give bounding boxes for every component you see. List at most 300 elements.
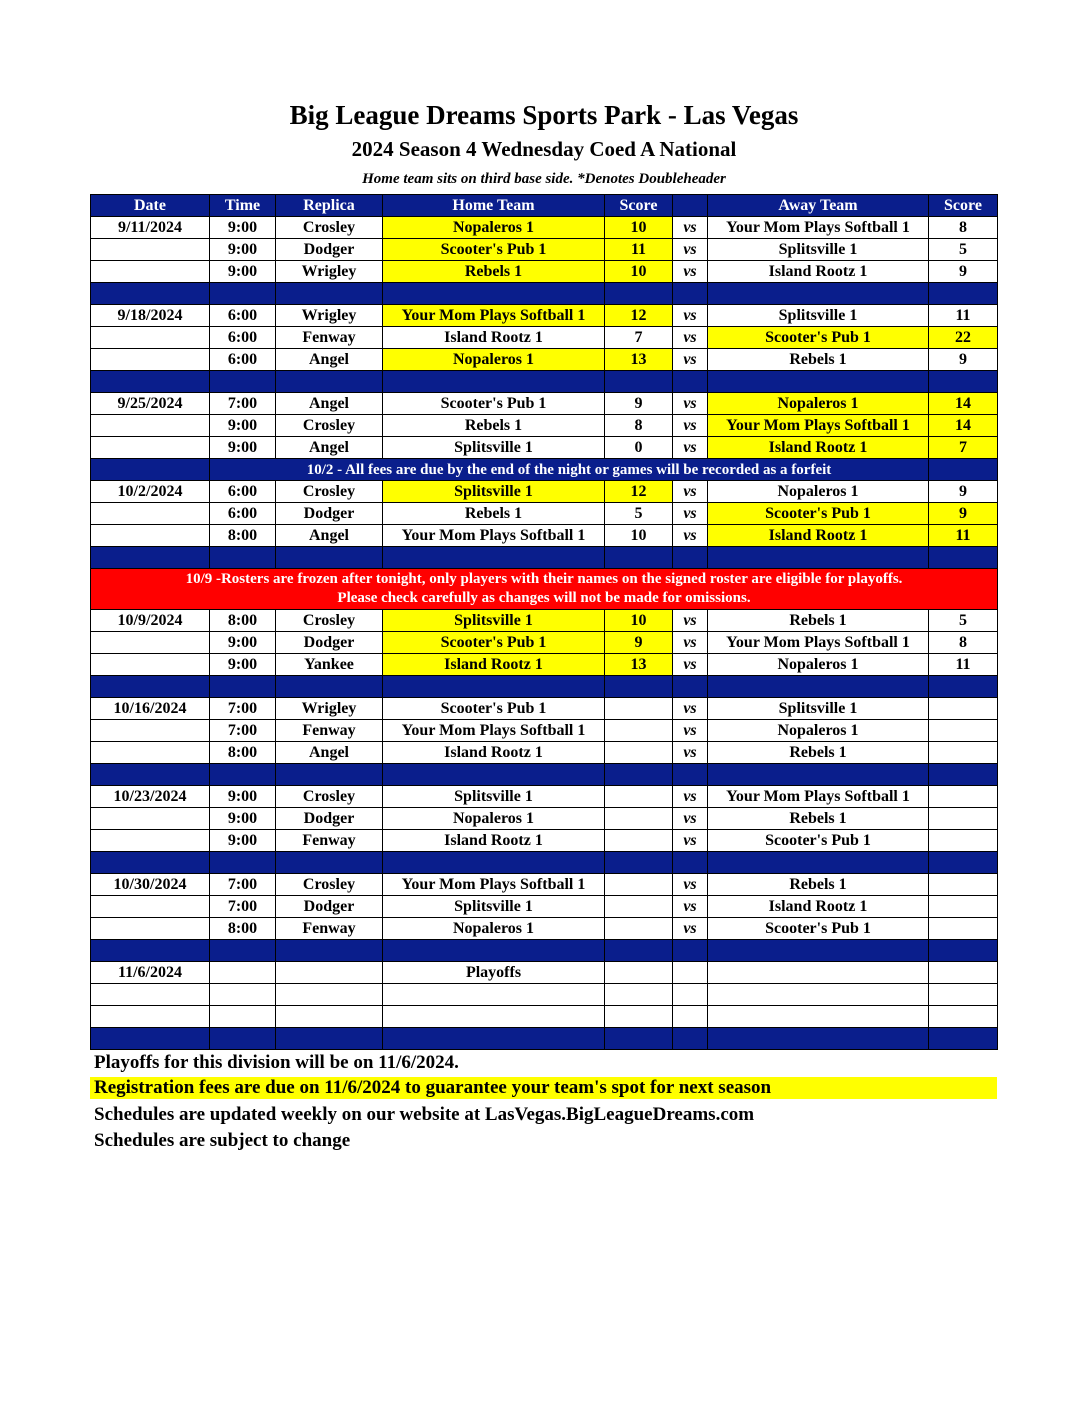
game-field-replica: Wrigley — [276, 698, 383, 720]
separator-cell — [91, 764, 210, 786]
versus-label: vs — [673, 525, 708, 547]
game-date — [91, 830, 210, 852]
home-score — [605, 720, 673, 742]
away-score: 7 — [929, 437, 998, 459]
home-score: 13 — [605, 654, 673, 676]
page-title: Big League Dreams Sports Park - Las Vegas — [289, 100, 799, 130]
home-team: Rebels 1 — [383, 503, 605, 525]
versus-label: vs — [673, 503, 708, 525]
home-score — [605, 808, 673, 830]
game-row — [91, 261, 998, 283]
away-team: Scooter's Pub 1 — [708, 503, 929, 525]
separator-cell — [929, 371, 998, 393]
game-field-replica: Crosley — [276, 874, 383, 896]
footer-website: Schedules are updated weekly on our website at LasVegas.BigLeagueDreams.com — [94, 1104, 755, 1125]
game-row — [91, 1006, 998, 1028]
away-team: Island Rootz 1 — [708, 525, 929, 547]
versus-label: vs — [673, 874, 708, 896]
game-row — [91, 525, 998, 547]
home-team: Nopaleros 1 — [383, 918, 605, 940]
game-time: 8:00 — [210, 525, 276, 547]
separator-cell — [91, 676, 210, 698]
game-date — [91, 808, 210, 830]
home-team: Splitsville 1 — [383, 481, 605, 503]
home-score — [605, 786, 673, 808]
game-field-replica: Fenway — [276, 918, 383, 940]
separator-row — [91, 371, 998, 393]
game-field-replica: Dodger — [276, 503, 383, 525]
col-header-replica: Replica — [276, 195, 383, 217]
game-time: 9:00 — [210, 808, 276, 830]
game-row — [91, 437, 998, 459]
game-row — [91, 415, 998, 437]
game-time: 6:00 — [210, 305, 276, 327]
separator-cell — [210, 676, 276, 698]
versus-label: vs — [673, 393, 708, 415]
away-score: 9 — [929, 503, 998, 525]
home-team: Playoffs — [383, 962, 605, 984]
away-score — [929, 1006, 998, 1028]
separator-cell — [276, 852, 383, 874]
game-time: 7:00 — [210, 698, 276, 720]
game-field-replica: Crosley — [276, 610, 383, 632]
separator-cell — [276, 764, 383, 786]
versus-label: vs — [673, 786, 708, 808]
separator-cell — [91, 852, 210, 874]
game-row — [91, 239, 998, 261]
away-score: 22 — [929, 327, 998, 349]
away-team: Rebels 1 — [708, 874, 929, 896]
game-time: 6:00 — [210, 481, 276, 503]
away-team: Rebels 1 — [708, 610, 929, 632]
separator-cell — [673, 940, 708, 962]
home-score: 5 — [605, 503, 673, 525]
separator-cell — [708, 852, 929, 874]
game-field-replica: Angel — [276, 742, 383, 764]
game-field-replica: Crosley — [276, 481, 383, 503]
separator-cell — [91, 547, 210, 569]
away-score: 9 — [929, 481, 998, 503]
separator-cell — [276, 676, 383, 698]
away-team: Your Mom Plays Softball 1 — [708, 632, 929, 654]
separator-cell — [383, 283, 605, 305]
separator-cell — [929, 547, 998, 569]
game-date — [91, 503, 210, 525]
separator-cell — [673, 371, 708, 393]
game-time: 6:00 — [210, 327, 276, 349]
game-date — [91, 349, 210, 371]
separator-cell — [605, 676, 673, 698]
game-date: 9/11/2024 — [91, 217, 210, 239]
separator-cell — [91, 283, 210, 305]
game-date: 9/25/2024 — [91, 393, 210, 415]
game-time: 6:00 — [210, 503, 276, 525]
away-team — [708, 962, 929, 984]
game-row — [91, 698, 998, 720]
game-row — [91, 481, 998, 503]
away-score — [929, 984, 998, 1006]
separator-cell — [673, 1028, 708, 1050]
separator-cell — [276, 547, 383, 569]
game-date — [91, 437, 210, 459]
versus-label: vs — [673, 632, 708, 654]
separator-cell — [605, 547, 673, 569]
game-row — [91, 393, 998, 415]
home-team: Your Mom Plays Softball 1 — [383, 874, 605, 896]
separator-cell — [383, 676, 605, 698]
footer-registration: Registration fees are due on 11/6/2024 to guarantee your team's spot for next season — [90, 1077, 997, 1099]
game-date — [91, 525, 210, 547]
page-subtitle: 2024 Season 4 Wednesday Coed A National — [351, 137, 737, 161]
schedule-note: Home team sits on third base side. *Denotes Doubleheader — [362, 171, 726, 187]
separator-cell — [673, 852, 708, 874]
versus-label: vs — [673, 720, 708, 742]
separator-cell — [708, 371, 929, 393]
separator-row — [91, 283, 998, 305]
separator-cell — [605, 940, 673, 962]
versus-label: vs — [673, 349, 708, 371]
separator-cell — [383, 764, 605, 786]
home-team: Scooter's Pub 1 — [383, 632, 605, 654]
away-score: 11 — [929, 525, 998, 547]
versus-label: vs — [673, 698, 708, 720]
game-field-replica: Crosley — [276, 217, 383, 239]
home-team: Splitsville 1 — [383, 786, 605, 808]
game-date — [91, 415, 210, 437]
home-team: Rebels 1 — [383, 261, 605, 283]
home-team: Island Rootz 1 — [383, 654, 605, 676]
home-score — [605, 962, 673, 984]
game-field-replica: Fenway — [276, 830, 383, 852]
fee-notice-text: 10/2 - All fees are due by the end of the night or games will be recorded as a forfeit — [210, 459, 929, 481]
home-team: Your Mom Plays Softball 1 — [383, 525, 605, 547]
game-time: 9:00 — [210, 415, 276, 437]
game-date: 10/16/2024 — [91, 698, 210, 720]
versus-label — [673, 962, 708, 984]
game-time: 9:00 — [210, 786, 276, 808]
away-score: 5 — [929, 239, 998, 261]
game-date — [91, 654, 210, 676]
away-team — [708, 1006, 929, 1028]
home-score — [605, 874, 673, 896]
versus-label: vs — [673, 217, 708, 239]
away-score: 9 — [929, 261, 998, 283]
roster-alert-line-1: 10/9 -Rosters are frozen after tonight, only players with their names on the signed roster are eligible for playoffs. — [185, 571, 903, 587]
game-row — [91, 962, 998, 984]
away-team: Scooter's Pub 1 — [708, 327, 929, 349]
versus-label: vs — [673, 415, 708, 437]
separator-row — [91, 1028, 998, 1050]
home-score — [605, 742, 673, 764]
home-score: 13 — [605, 349, 673, 371]
away-team: Rebels 1 — [708, 808, 929, 830]
away-score: 11 — [929, 654, 998, 676]
game-field-replica: Angel — [276, 437, 383, 459]
game-time: 9:00 — [210, 654, 276, 676]
game-row — [91, 786, 998, 808]
separator-cell — [605, 764, 673, 786]
separator-cell — [708, 676, 929, 698]
game-row — [91, 918, 998, 940]
game-date — [91, 984, 210, 1006]
home-team: Splitsville 1 — [383, 896, 605, 918]
col-header-time: Time — [210, 195, 276, 217]
home-score — [605, 698, 673, 720]
versus-label: vs — [673, 261, 708, 283]
game-time: 8:00 — [210, 610, 276, 632]
game-field-replica: Dodger — [276, 808, 383, 830]
separator-cell — [383, 852, 605, 874]
game-field-replica: Yankee — [276, 654, 383, 676]
home-score: 10 — [605, 217, 673, 239]
separator-cell — [673, 676, 708, 698]
separator-cell — [210, 764, 276, 786]
game-field-replica: Dodger — [276, 896, 383, 918]
away-score — [929, 874, 998, 896]
away-score: 5 — [929, 610, 998, 632]
home-score: 7 — [605, 327, 673, 349]
away-team: Nopaleros 1 — [708, 393, 929, 415]
versus-label: vs — [673, 808, 708, 830]
separator-cell — [929, 940, 998, 962]
game-row — [91, 742, 998, 764]
game-time: 7:00 — [210, 393, 276, 415]
away-team: Nopaleros 1 — [708, 481, 929, 503]
game-time: 9:00 — [210, 437, 276, 459]
home-team: Island Rootz 1 — [383, 327, 605, 349]
separator-cell — [383, 940, 605, 962]
home-team: Scooter's Pub 1 — [383, 239, 605, 261]
game-field-replica: Crosley — [276, 415, 383, 437]
away-team: Scooter's Pub 1 — [708, 918, 929, 940]
away-score: 9 — [929, 349, 998, 371]
game-date — [91, 632, 210, 654]
game-field-replica — [276, 984, 383, 1006]
game-row — [91, 503, 998, 525]
away-team: Rebels 1 — [708, 349, 929, 371]
game-date — [91, 239, 210, 261]
away-team: Scooter's Pub 1 — [708, 830, 929, 852]
game-field-replica: Dodger — [276, 239, 383, 261]
away-score: 8 — [929, 632, 998, 654]
game-time: 9:00 — [210, 830, 276, 852]
game-row — [91, 327, 998, 349]
game-time — [210, 962, 276, 984]
home-team: Nopaleros 1 — [383, 217, 605, 239]
separator-cell — [210, 940, 276, 962]
game-time: 9:00 — [210, 632, 276, 654]
versus-label — [673, 984, 708, 1006]
versus-label: vs — [673, 742, 708, 764]
game-date: 10/23/2024 — [91, 786, 210, 808]
home-score: 10 — [605, 525, 673, 547]
separator-cell — [929, 764, 998, 786]
col-header-date: Date — [91, 195, 210, 217]
separator-cell — [673, 283, 708, 305]
versus-label: vs — [673, 610, 708, 632]
game-time: 7:00 — [210, 874, 276, 896]
game-time: 9:00 — [210, 217, 276, 239]
game-field-replica: Dodger — [276, 632, 383, 654]
separator-cell — [673, 764, 708, 786]
game-row — [91, 830, 998, 852]
versus-label: vs — [673, 327, 708, 349]
versus-label: vs — [673, 830, 708, 852]
game-time: 7:00 — [210, 896, 276, 918]
separator-cell — [210, 852, 276, 874]
fee-notice-row — [91, 459, 998, 481]
away-score — [929, 918, 998, 940]
roster-alert-row — [91, 569, 998, 610]
home-score: 0 — [605, 437, 673, 459]
game-date — [91, 327, 210, 349]
home-team: Scooter's Pub 1 — [383, 698, 605, 720]
game-date — [91, 918, 210, 940]
away-score — [929, 786, 998, 808]
separator-cell — [276, 1028, 383, 1050]
game-date: 10/2/2024 — [91, 481, 210, 503]
game-date — [91, 742, 210, 764]
game-field-replica: Angel — [276, 349, 383, 371]
game-row — [91, 896, 998, 918]
separator-cell — [210, 371, 276, 393]
col-header-home-score: Score — [605, 195, 673, 217]
separator-cell — [210, 1028, 276, 1050]
away-team: Rebels 1 — [708, 742, 929, 764]
away-score — [929, 896, 998, 918]
game-field-replica: Angel — [276, 525, 383, 547]
game-date: 11/6/2024 — [91, 962, 210, 984]
game-time: 8:00 — [210, 742, 276, 764]
away-team: Island Rootz 1 — [708, 437, 929, 459]
game-date — [91, 1006, 210, 1028]
versus-label: vs — [673, 896, 708, 918]
separator-row — [91, 940, 998, 962]
away-score — [929, 720, 998, 742]
roster-alert-cell — [91, 569, 998, 610]
game-time: 9:00 — [210, 261, 276, 283]
home-team: Scooter's Pub 1 — [383, 393, 605, 415]
game-field-replica: Wrigley — [276, 305, 383, 327]
separator-cell — [383, 547, 605, 569]
footer-change-notice: Schedules are subject to change — [94, 1130, 351, 1151]
home-team: Nopaleros 1 — [383, 349, 605, 371]
home-score: 9 — [605, 632, 673, 654]
home-team — [383, 1006, 605, 1028]
versus-label: vs — [673, 305, 708, 327]
schedule-table — [90, 194, 998, 1050]
home-score: 10 — [605, 261, 673, 283]
col-header-vs — [673, 195, 708, 217]
separator-cell — [210, 547, 276, 569]
home-team: Rebels 1 — [383, 415, 605, 437]
away-team: Your Mom Plays Softball 1 — [708, 217, 929, 239]
separator-cell — [210, 283, 276, 305]
separator-cell — [91, 1028, 210, 1050]
notice-spacer-cell — [91, 459, 210, 481]
separator-row — [91, 852, 998, 874]
game-row — [91, 217, 998, 239]
home-team: Splitsville 1 — [383, 437, 605, 459]
home-team: Splitsville 1 — [383, 610, 605, 632]
game-time — [210, 984, 276, 1006]
away-score — [929, 962, 998, 984]
roster-alert-line-2: Please check carefully as changes will not be made for omissions. — [337, 590, 751, 606]
game-field-replica — [276, 1006, 383, 1028]
home-team: Your Mom Plays Softball 1 — [383, 305, 605, 327]
separator-cell — [708, 547, 929, 569]
home-score: 9 — [605, 393, 673, 415]
separator-cell — [929, 852, 998, 874]
away-score: 8 — [929, 217, 998, 239]
separator-row — [91, 547, 998, 569]
versus-label: vs — [673, 918, 708, 940]
game-row — [91, 984, 998, 1006]
game-date — [91, 720, 210, 742]
game-row — [91, 874, 998, 896]
game-row — [91, 610, 998, 632]
away-team: Splitsville 1 — [708, 698, 929, 720]
away-team — [708, 984, 929, 1006]
col-header-home-team: Home Team — [383, 195, 605, 217]
away-score — [929, 742, 998, 764]
separator-row — [91, 676, 998, 698]
separator-cell — [929, 1028, 998, 1050]
game-time: 9:00 — [210, 239, 276, 261]
game-field-replica: Wrigley — [276, 261, 383, 283]
away-team: Your Mom Plays Softball 1 — [708, 415, 929, 437]
game-row — [91, 808, 998, 830]
away-team: Your Mom Plays Softball 1 — [708, 786, 929, 808]
separator-cell — [605, 1028, 673, 1050]
separator-cell — [276, 940, 383, 962]
separator-cell — [605, 371, 673, 393]
separator-cell — [383, 371, 605, 393]
separator-cell — [708, 1028, 929, 1050]
game-date: 10/30/2024 — [91, 874, 210, 896]
home-team: Island Rootz 1 — [383, 742, 605, 764]
away-score: 11 — [929, 305, 998, 327]
table-header-row — [91, 195, 998, 217]
game-field-replica: Crosley — [276, 786, 383, 808]
home-score — [605, 918, 673, 940]
versus-label: vs — [673, 239, 708, 261]
home-team — [383, 984, 605, 1006]
separator-cell — [276, 371, 383, 393]
separator-row — [91, 764, 998, 786]
game-field-replica — [276, 962, 383, 984]
away-score: 14 — [929, 415, 998, 437]
notice-spacer-cell — [929, 459, 998, 481]
game-row — [91, 720, 998, 742]
schedule-body — [91, 217, 998, 1050]
separator-cell — [673, 547, 708, 569]
game-time: 6:00 — [210, 349, 276, 371]
game-date — [91, 261, 210, 283]
home-team: Island Rootz 1 — [383, 830, 605, 852]
footer-playoffs: Playoffs for this division will be on 11/6/2024. — [94, 1052, 459, 1073]
versus-label — [673, 1006, 708, 1028]
away-team: Nopaleros 1 — [708, 720, 929, 742]
away-score: 14 — [929, 393, 998, 415]
separator-cell — [91, 371, 210, 393]
away-team: Island Rootz 1 — [708, 261, 929, 283]
separator-cell — [91, 940, 210, 962]
separator-cell — [708, 764, 929, 786]
away-team: Splitsville 1 — [708, 239, 929, 261]
away-team: Splitsville 1 — [708, 305, 929, 327]
separator-cell — [383, 1028, 605, 1050]
